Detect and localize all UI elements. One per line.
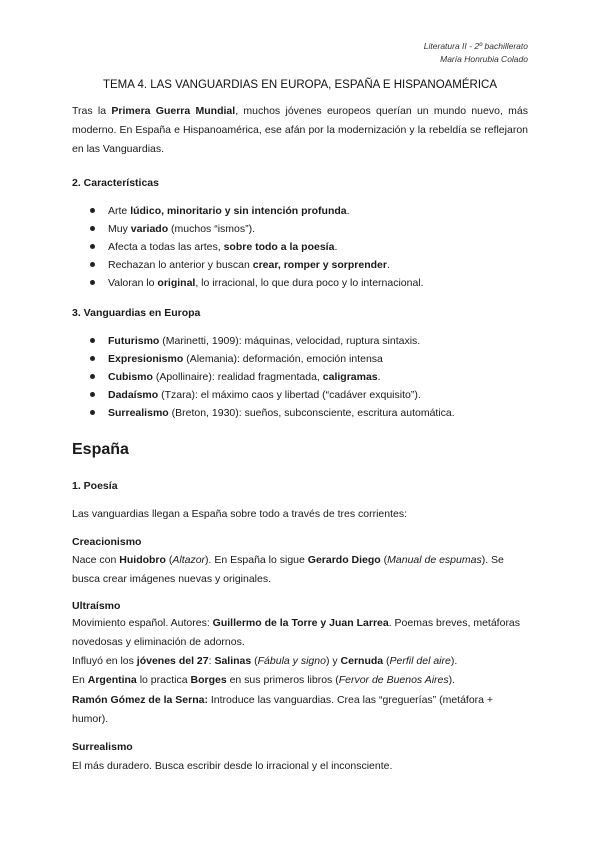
list-item: Arte lúdico, minoritario y sin intención profunda.	[72, 202, 528, 220]
list-item: Cubismo (Apollinaire): realidad fragmentada, caligramas.	[72, 368, 528, 386]
bullet-icon	[90, 374, 95, 379]
bullet-icon	[90, 208, 95, 213]
list-item: Afecta a todas las artes, sobre todo a la poesía.	[72, 238, 528, 256]
poesia-heading: 1. Poesía	[72, 480, 118, 492]
bullet-icon	[90, 226, 95, 231]
bullet-icon	[90, 410, 95, 415]
surrealismo-heading: Surrealismo	[72, 741, 133, 753]
vanguardias-europa-list	[72, 332, 528, 422]
list-item: Futurismo (Marinetti, 1909): máquinas, velocidad, ruptura sintaxis.	[72, 332, 528, 350]
bullet-icon	[90, 356, 95, 361]
bullet-icon	[90, 392, 95, 397]
caracteristicas-list	[72, 202, 528, 292]
list-item: Surrealismo (Breton, 1930): sueños, subconsciente, escritura automática.	[72, 404, 528, 422]
list-item: Expresionismo (Alemania): deformación, emoción intensa	[72, 350, 528, 368]
bullet-icon	[90, 262, 95, 267]
creacionismo-heading: Creacionismo	[72, 536, 142, 548]
bullet-icon	[90, 244, 95, 249]
ultraismo-paragraph: Movimiento español. Autores: Guillermo de la Torre y Juan Larrea. Poemas breves, metáforas novedosas y eliminación de adornos. Influyó en los jóvenes del 27: Salinas (Fábula y signo) y Cernuda (Perfil del aire). En Argentina lo practica Borges en sus primeros libros (Fervor de Buenos Aires).	[72, 617, 521, 686]
list-item: Rechazan lo anterior y buscan crear, romper y sorprender.	[72, 256, 528, 274]
list-item: Valoran lo original, lo irracional, lo que dura poco y lo internacional.	[72, 274, 528, 292]
page-title: TEMA 4. LAS VANGUARDIAS EN EUROPA, ESPAÑA E HISPANOAMÉRICA	[102, 79, 498, 91]
surrealismo-paragraph: El más duradero. Busca escribir desde lo irracional y el inconsciente.	[72, 760, 393, 772]
section-caracteristicas-heading: 2. Características	[72, 177, 159, 189]
document-header	[424, 40, 528, 66]
espana-heading: España	[72, 441, 129, 458]
bullet-icon	[90, 338, 95, 343]
bullet-icon	[90, 280, 95, 285]
intro-paragraph: Tras la Primera Guerra Mundial, muchos jóvenes europeos querían un mundo nuevo, más moderno. En España e Hispanoamérica, ese afán por la modernización y la rebeldía se reflejaron en las Vanguardias.	[72, 105, 528, 155]
poesia-intro: Las vanguardias llegan a España sobre todo a través de tres corrientes:	[72, 508, 408, 520]
list-item: Muy variado (muchos “ismos”).	[72, 220, 528, 238]
header-author: María Honrubia Colado	[440, 54, 528, 64]
section-vanguardias-europa-heading: 3. Vanguardias en Europa	[72, 307, 201, 319]
list-item: Dadaísmo (Tzara): el máximo caos y libertad (“cadáver exquisito”).	[72, 386, 528, 404]
ultraismo-heading: Ultraísmo	[72, 600, 121, 612]
creacionismo-paragraph: Nace con Huidobro (Altazor). En España lo sigue Gerardo Diego (Manual de espumas). Se busca crear imágenes nuevas y originales.	[72, 554, 504, 585]
header-course: Literatura II - 2º bachillerato	[423, 41, 528, 51]
gomez-de-la-serna-paragraph: Ramón Gómez de la Serna: Introduce las vanguardias. Crea las “greguerías” (metáfora + humor).	[72, 694, 494, 725]
